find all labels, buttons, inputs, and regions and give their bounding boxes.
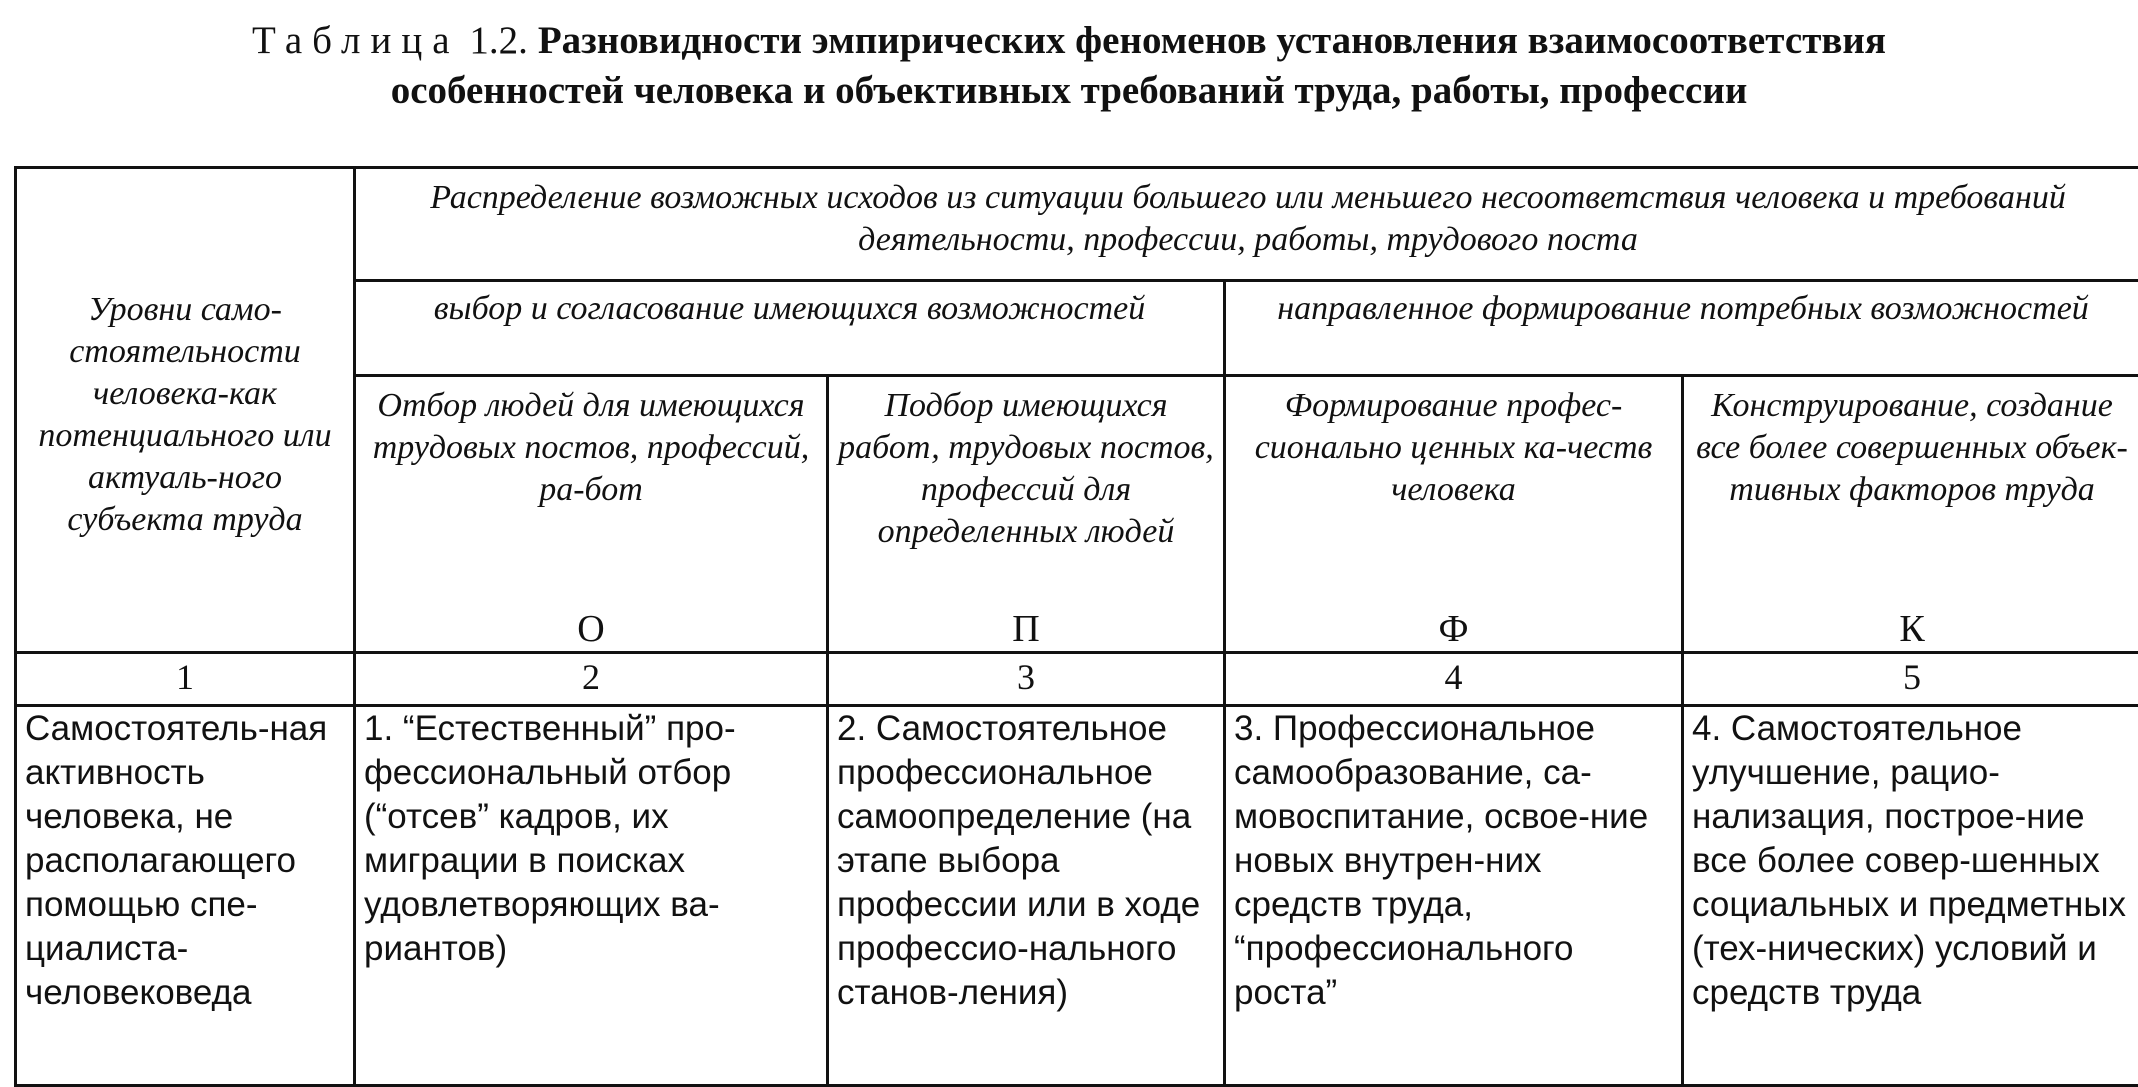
top-header: Распределение возможных исходов из ситуации большего или меньшего несоответствия человека и требований деятельности, профессии, работы, трудового поста [355,168,2138,281]
column-header-matching-letter: П [1012,608,1040,650]
group-header-selection: выбор и согласование имеющихся возможностей [355,281,1225,376]
column-number-3: 3 [828,653,1225,706]
column-header-selection-letter: О [577,608,605,650]
column-number-5: 5 [1683,653,2138,706]
caption-label: Таблица [252,19,460,62]
column-number-2: 2 [355,653,828,706]
table-cell-forming: 3. Профессиональное самообразование, са-мовоспитание, освое-ние новых внутрен-них средств труда, “профессионального роста” [1225,706,1683,1086]
data-table [14,166,2138,1087]
table-cell-constructing: 4. Самостоятельное улучшение, рацио-нализация, построе-ние все более совер-шенных социальных и предметных (тех-нических) условий и средств труда [1683,706,2138,1086]
table-row [16,706,2138,1086]
column-number-1: 1 [16,653,355,706]
caption-line-2 [0,66,2138,116]
caption-title-line-2: особенностей человека и объективных требований труда, работы, профессии [390,69,1748,112]
column-number-4: 4 [1225,653,1683,706]
column-header-forming [1225,376,1683,653]
column-header-selection [355,376,828,653]
table-cell-matching: 2. Самостоятельное профессиональное самоопределение (на этапе выбора профессии или в ходе профессио-нального станов-ления) [828,706,1225,1086]
column-header-constructing-letter: К [1899,608,1925,650]
column-header-matching-text: Подбор имеющихся работ, трудовых постов, профессий для определенных людей [838,387,1214,550]
column-header-forming-letter: Ф [1438,608,1469,650]
column-number-row [16,653,2138,706]
column-header-matching [828,376,1225,653]
column-header-selection-text: Отбор людей для имеющихся трудовых постов, профессий, ра-бот [372,387,810,508]
table-header-row-1 [16,168,2138,281]
row-header-levels: Уровни само-стоятельности человека-как потенциального или актуаль-ного субъекта труда [16,168,355,653]
caption-title-line-1: Разновидности эмпирических феноменов установления взаимосоответствия [537,19,1886,62]
group-header-formation: направленное формирование потребных возможностей [1225,281,2138,376]
table-caption [0,16,2138,116]
table-cell-selection: 1. “Естественный” про-фессиональный отбор (“отсев” кадров, их миграции в поисках удовлетворяющих ва-риантов) [355,706,828,1086]
table-cell-level: Самостоятель-ная активность человека, не располагающего помощью спе-циалиста-человековеда [16,706,355,1086]
column-header-forming-text: Формирование профес-сионально ценных ка-честв человека [1254,387,1653,508]
caption-number: 1.2. [469,19,528,62]
caption-line-1 [0,16,2138,66]
column-header-constructing-text: Конструирование, создание все более совершенных объек-тивных факторов труда [1696,387,2128,508]
column-header-constructing [1683,376,2138,653]
